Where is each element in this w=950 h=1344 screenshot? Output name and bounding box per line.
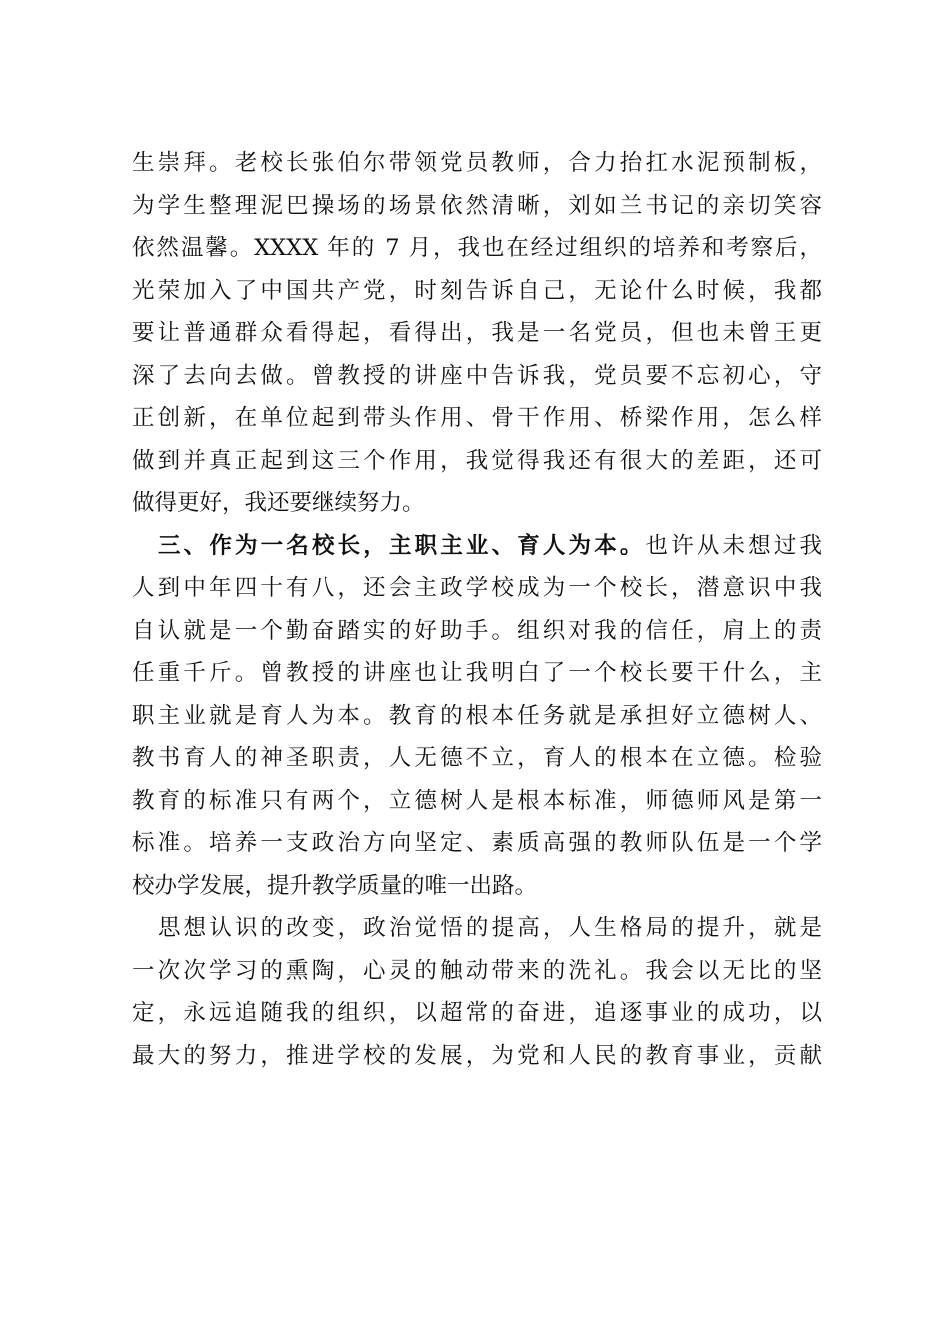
paragraph-1-line: 要让普通群众看得起，看得出，我是一名党员，但也未曾王更 [132, 320, 822, 346]
paragraph-2-line: 职主业就是育人为本。教育的根本任务就是承担好立德树人、 [132, 702, 822, 729]
body-text [132, 142, 822, 1077]
paragraph-1-line: 为学生整理泥巴操场的场景依然清晰，刘如兰书记的亲切笑容 [132, 192, 822, 219]
paragraph-2-line: 自认就是一个勤奋踏实的好助手。组织对我的信任，肩上的责 [132, 617, 822, 644]
paragraph-1-line: 正创新，在单位起到带头作用、骨干作用、桥梁作用，怎么样 [132, 405, 822, 431]
paragraph-1-line: 做到并真正起到这三个作用，我觉得我还有很大的差距，还可 [132, 447, 822, 474]
paragraph-1-line: 做得更好，我还要继续努力。 [132, 490, 425, 516]
paragraph-2-line: 教育的标准只有两个，立德树人是根本标准，师德师风是第一 [132, 787, 822, 814]
paragraph-2-first-line [132, 525, 822, 568]
paragraph-3-line: 定，永远追随我的组织，以超常的奋进，追逐事业的成功，以 [132, 1000, 822, 1026]
paragraph-2-line: 任重千斤。曾教授的讲座也让我明白了一个校长要干什么，主 [132, 660, 822, 686]
paragraph-3-line: 思想认识的改变，政治觉悟的提高，人生格局的提升，就是 [158, 915, 822, 941]
paragraph-3-line: 最大的努力，推进学校的发展，为党和人民的教育事业，贡献 [132, 1042, 822, 1069]
paragraph-2-line: 标准。培养一支政治方向坚定、素质高强的教师队伍是一个学 [132, 830, 822, 856]
paragraph-2-first-line-rest: 也许从未想过我 [645, 532, 822, 559]
paragraph-2-line: 教书育人的神圣职责，人无德不立，育人的根本在立德。检验 [132, 745, 822, 771]
paragraph-1-line: 生崇拜。老校长张伯尔带领党员教师，合力抬扛水泥预制板， [132, 150, 822, 176]
paragraph-1-line: 深了去向去做。曾教授的讲座中告诉我，党员要不忘初心，守 [132, 362, 822, 389]
paragraph-3-line: 一次次学习的熏陶，心灵的触动带来的洗礼。我会以无比的坚 [132, 957, 822, 984]
section-heading: 三、作为一名校长，主职主业、育人为本。 [158, 532, 646, 559]
paragraph-2-line: 人到中年四十有八，还会主政学校成为一个校长，潜意识中我 [132, 575, 822, 601]
paragraph-2-line: 校办学发展，提升教学质量的唯一出路。 [132, 872, 538, 899]
paragraph-1-line: 依然温馨。XXXX 年的 7 月，我也在经过组织的培养和考察后， [132, 235, 822, 261]
paragraph-1-line: 光荣加入了中国共产党，时刻告诉自己，无论什么时候，我都 [132, 277, 822, 304]
